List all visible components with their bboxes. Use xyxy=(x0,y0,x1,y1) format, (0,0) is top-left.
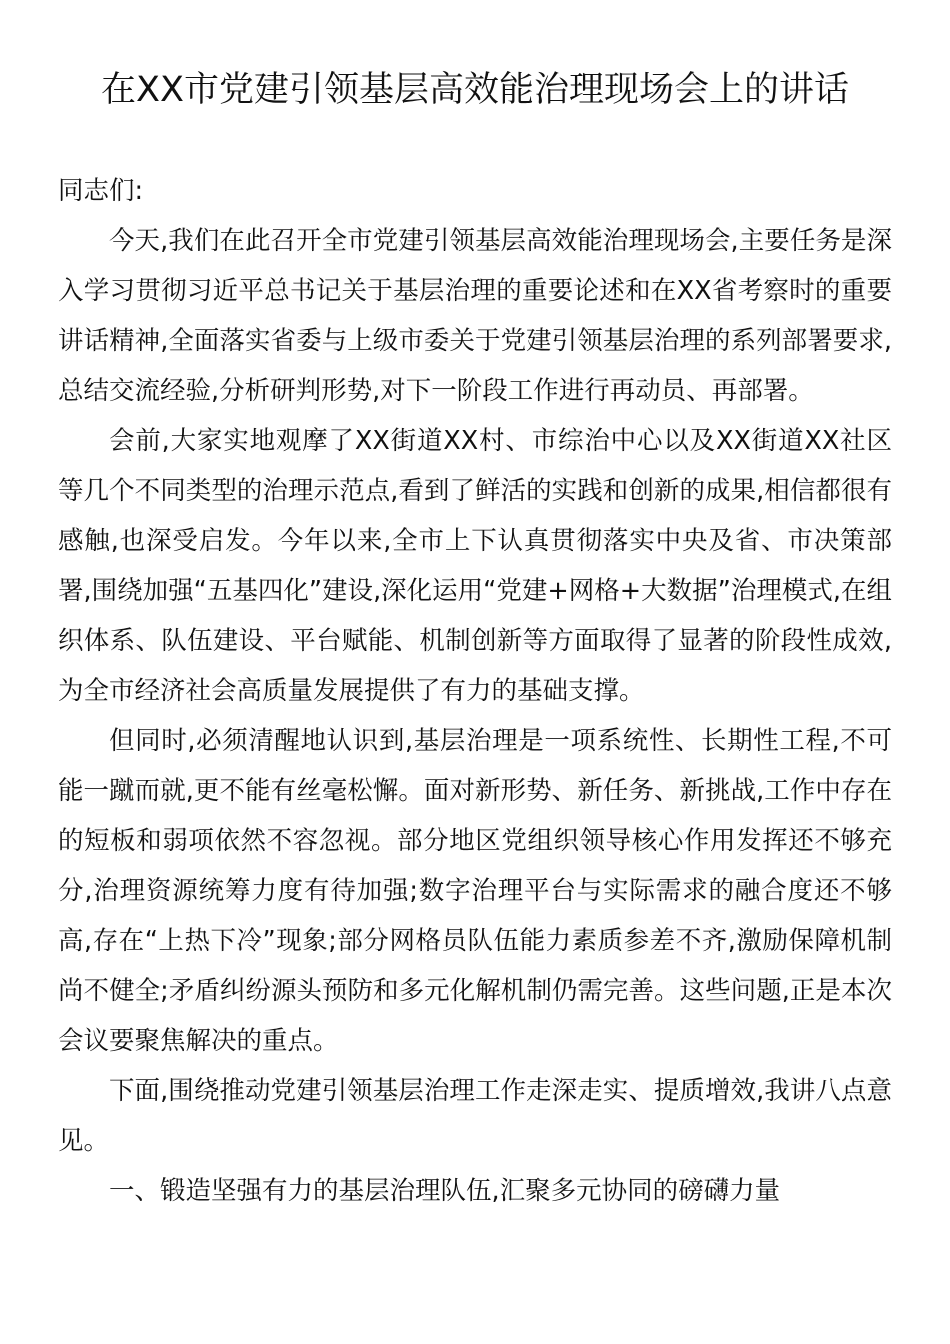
document-title: 在XX市党建引领基层高效能治理现场会上的讲话 xyxy=(101,70,849,110)
paragraph-achievements: 会前,大家实地观摩了XX街道XX村、市综治中心以及XX街道XX社区等几个不同类型的治理示范点,看到了鲜活的实践和创新的成果,相信都很有感触,也深受启发。今年以来,全市上下认真贯彻落实中央及省、市决策部署,围绕加强“五基四化”建设,深化运用“党建+网格+大数据”治理模式,在组织体系、队伍建设、平台赋能、机制创新等方面取得了显著的阶段性成效,为全市经济社会高质量发展提供了有力的基础支撑。 xyxy=(58,426,892,706)
paragraph-transition: 下面,围绕推动党建引领基层治理工作走深走实、提质增效,我讲八点意见。 xyxy=(58,1076,892,1156)
document-page xyxy=(58,0,892,1216)
salutation: 同志们: xyxy=(58,176,144,206)
paragraph-problems: 但同时,必须清醒地认识到,基层治理是一项系统性、长期性工程,不可能一蹴而就,更不能有丝毫松懈。面对新形势、新任务、新挑战,工作中存在的短板和弱项依然不容忽视。部分地区党组织领导核心作用发挥还不够充分,治理资源统筹力度有待加强;数字治理平台与实际需求的融合度还不够高,存在“上热下冷”现象;部分网格员队伍能力素质参差不齐,激励保障机制尚不健全;矛盾纠纷源头预防和多元化解机制仍需完善。这些问题,正是本次会议要聚焦解决的重点。 xyxy=(58,726,892,1056)
paragraph-opening: 今天,我们在此召开全市党建引领基层高效能治理现场会,主要任务是深入学习贯彻习近平总书记关于基层治理的重要论述和在XX省考察时的重要讲话精神,全面落实省委与上级市委关于党建引领基层治理的系列部署要求,总结交流经验,分析研判形势,对下一阶段工作进行再动员、再部署。 xyxy=(58,226,892,406)
section-heading-1: 一、锻造坚强有力的基层治理队伍,汇聚多元协同的磅礴力量 xyxy=(109,1176,781,1206)
